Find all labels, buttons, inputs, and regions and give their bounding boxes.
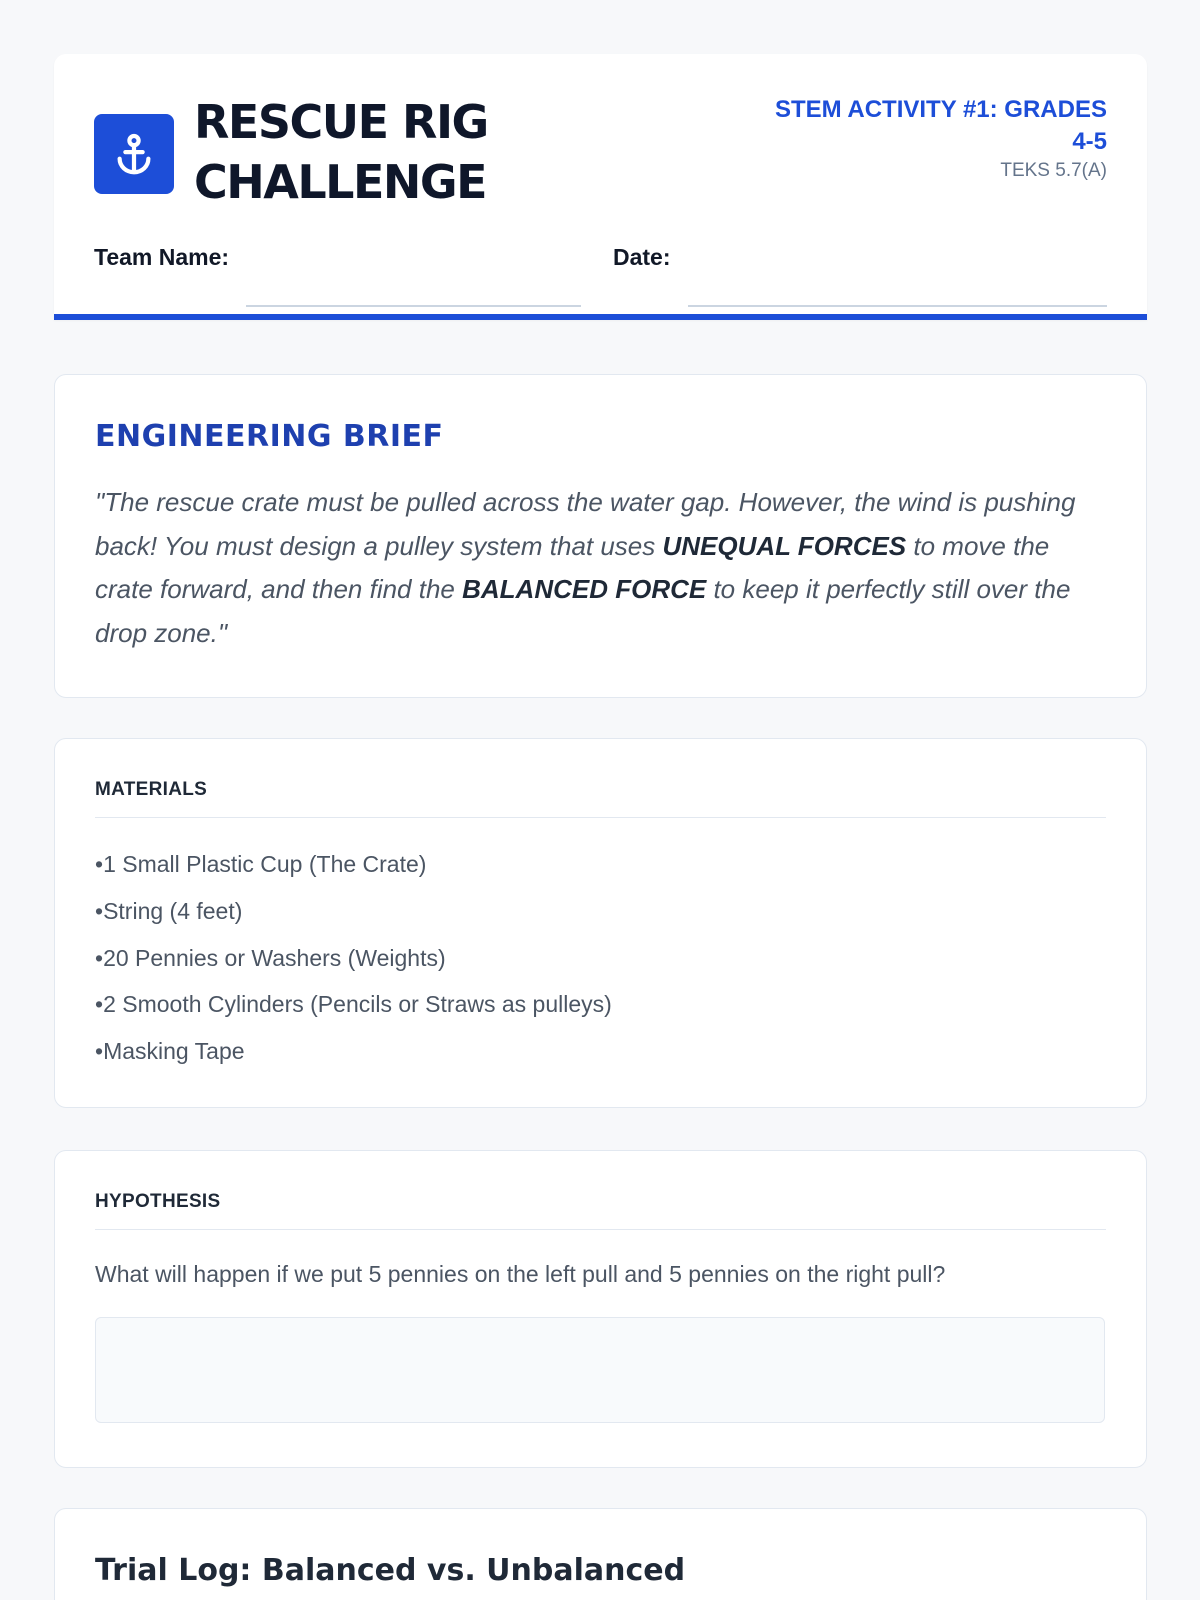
hypothesis-question: What will happen if we put 5 pennies on the left pull and 5 pennies on the right pull? bbox=[95, 1261, 946, 1287]
list-item: • Masking Tape bbox=[95, 1028, 612, 1075]
hypothesis-card bbox=[54, 1150, 1147, 1468]
engineering-brief-card bbox=[54, 374, 1147, 698]
trial-log-card bbox=[54, 1508, 1147, 1600]
logo-badge bbox=[94, 114, 174, 194]
hypothesis-label: HYPOTHESIS bbox=[95, 1191, 221, 1212]
date-field[interactable] bbox=[688, 270, 1107, 307]
brief-title: ENGINEERING BRIEF bbox=[95, 419, 444, 454]
brief-text-part: to move the crate forward, and then find the bbox=[95, 530, 1050, 604]
list-item: • String (4 feet) bbox=[95, 888, 612, 935]
brief-text-part: "The rescue crate must be pulled across the water gap. However, the wind is pushing back! You must design a pulley system that uses bbox=[95, 487, 1076, 561]
team-name-field[interactable] bbox=[246, 270, 581, 307]
team-name-label: Team Name: bbox=[94, 244, 230, 270]
materials-card bbox=[54, 738, 1147, 1108]
unequal-forces-emphasis: UNEQUAL FORCES bbox=[662, 530, 907, 561]
balanced-force-emphasis: BALANCED FORCE bbox=[462, 574, 707, 604]
brief-text bbox=[95, 481, 1105, 655]
activity-label: STEM ACTIVITY #1: GRADES 4-5 bbox=[774, 96, 1107, 155]
materials-label: MATERIALS bbox=[95, 779, 208, 800]
section-divider bbox=[95, 1229, 1106, 1230]
hypothesis-answer-box[interactable] bbox=[95, 1317, 1105, 1423]
list-item: • 1 Small Plastic Cup (The Crate) bbox=[95, 841, 612, 888]
page-title: RESCUE RIG CHALLENGE bbox=[194, 95, 488, 209]
materials-list bbox=[95, 841, 612, 1075]
trial-log-title: Trial Log: Balanced vs. Unbalanced bbox=[95, 1553, 686, 1588]
anchor-icon bbox=[111, 131, 157, 177]
teks-standard: TEKS 5.7(A) bbox=[1000, 160, 1107, 181]
list-item: • 2 Smooth Cylinders (Pencils or Straws as pulleys) bbox=[95, 981, 612, 1028]
brief-text-part: to keep it perfectly still over the drop zone." bbox=[95, 574, 1071, 648]
section-divider bbox=[95, 817, 1106, 818]
list-item: • 20 Pennies or Washers (Weights) bbox=[95, 935, 612, 982]
date-label: Date: bbox=[613, 244, 671, 270]
header-card bbox=[54, 54, 1147, 320]
